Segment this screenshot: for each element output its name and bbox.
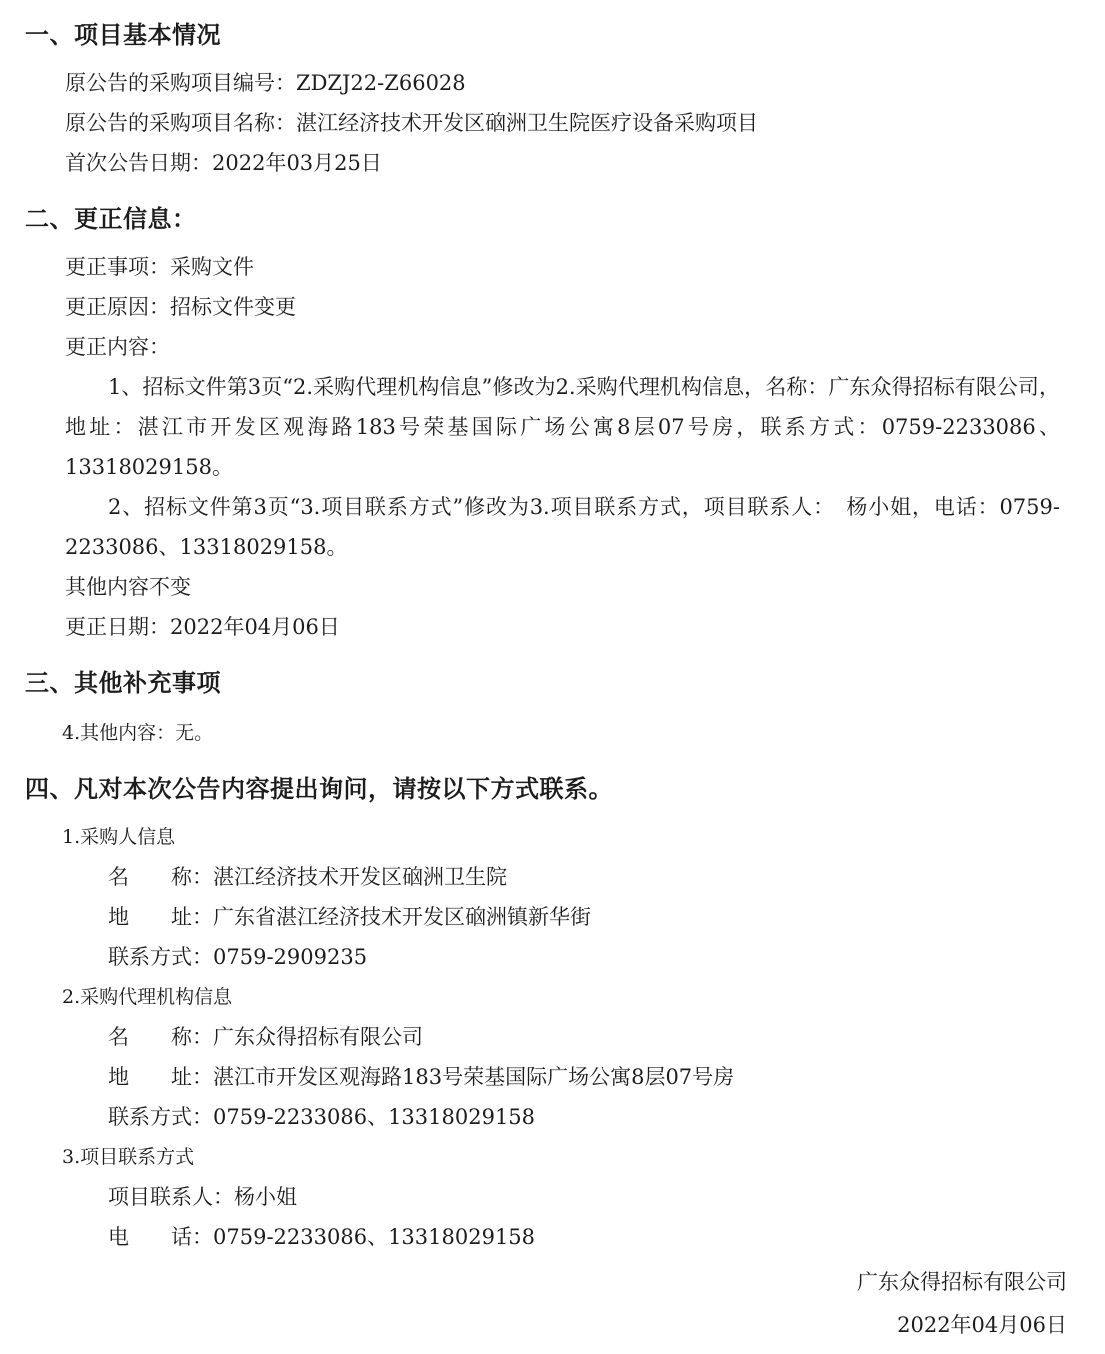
project-contact-phone-line: 电 话：0759-2233086、13318029158 [108,1225,536,1249]
project-contact-person-line: 项目联系人：杨小姐 [108,1185,297,1209]
project-contact-title: 3.项目联系方式 [62,1146,195,1168]
section2-heading: 二、更正信息： [25,204,197,233]
correction-content-label: 更正内容： [65,335,170,359]
project-number-line: 原公告的采购项目编号：ZDZJ22-Z66028 [65,71,466,95]
correction-item-line: 更正事项：采购文件 [65,255,254,279]
other-content-unchanged-line: 其他内容不变 [65,575,191,599]
correction-date-line: 更正日期：2022年04月06日 [65,615,340,639]
first-announcement-date-line: 首次公告日期：2022年03月25日 [65,151,382,175]
correction-reason-line: 更正原因：招标文件变更 [65,295,296,319]
purchaser-info-title: 1.采购人信息 [62,826,176,848]
agency-contact-line: 联系方式：0759-2233086、13318029158 [108,1105,536,1129]
purchaser-contact-line: 联系方式：0759-2909235 [108,945,368,969]
agency-name-line: 名 称：广东众得招标有限公司 [108,1025,423,1049]
other-content-line: 4.其他内容：无。 [62,722,214,744]
section4-heading: 四、凡对本次公告内容提出询问，请按以下方式联系。 [25,774,613,803]
purchaser-name-line: 名 称：湛江经济技术开发区硇洲卫生院 [108,865,507,889]
correction-paragraph-1: 1、招标文件第3页“2.采购代理机构信息”修改为2.采购代理机构信息，名称：广东众得招标有限公司，地址：湛江市开发区观海路183号荣基国际广场公寓8层07号房，联系方式：0759-2233086、13318029158。 [65,375,1060,479]
project-name-line: 原公告的采购项目名称：湛江经济技术开发区硇洲卫生院医疗设备采购项目 [65,111,758,135]
signature-block [0,1261,1105,1347]
signature-company: 广东众得招标有限公司 [857,1270,1067,1294]
agency-address-line: 地 址：湛江市开发区观海路183号荣基国际广场公寓8层07号房 [108,1065,735,1089]
purchaser-address-line: 地 址：广东省湛江经济技术开发区硇洲镇新华街 [108,905,591,929]
correction-paragraph-2: 2、招标文件第3页“3.项目联系方式”修改为3.项目联系方式，项目联系人： 杨小姐，电话：0759-2233086、13318029158。 [65,495,1060,559]
section1-heading: 一、项目基本情况 [25,20,221,49]
section3-heading: 三、其他补充事项 [25,668,221,697]
agency-info-title: 2.采购代理机构信息 [62,986,233,1008]
signature-date: 2022年04月06日 [897,1313,1067,1337]
